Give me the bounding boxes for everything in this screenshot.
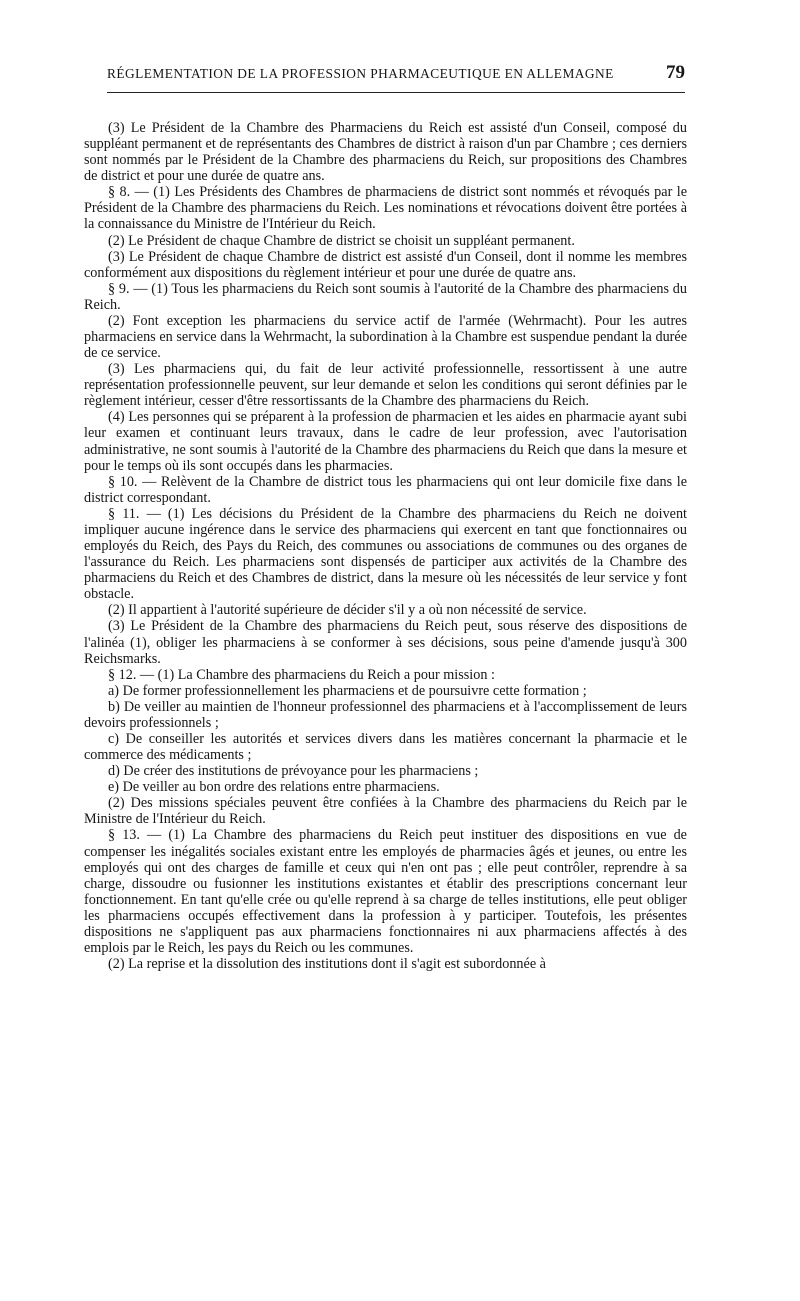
page-number: 79 (666, 62, 685, 83)
paragraph: (2) Le Président de chaque Chambre de district se choisit un suppléant permanent. (108, 232, 575, 249)
page-header (107, 62, 685, 93)
paragraph: (2) Font exception les pharmaciens du service actif de l'armée (Wehrmacht). Pour les autres pharmaciens en service dans la Wehrmacht, la subordination à la Chambre est suspendue pendant la durée de ce service. (84, 312, 687, 362)
paragraph: § 10. — Relèvent de la Chambre de district tous les pharmaciens qui ont leur domicile fixe dans le district correspondant. (84, 473, 687, 506)
paragraph: § 11. — (1) Les décisions du Président de la Chambre des pharmaciens du Reich ne doivent impliquer aucune ingérence dans le service des pharmaciens qui exercent en tant que fonctionnaires ou employés du Reich, des Pays du Reich, des communes ou associations de communes ou des organes de l'assurance du Reich. Les pharmaciens sont dispensés de participer aux activités de la Chambre des pharmaciens du Reich et des Chambres de district, dans la mesure où les nécessités de leur service y font obstacle. (84, 505, 687, 603)
list-item: d) De créer des institutions de prévoyance pour les pharmaciens ; (108, 763, 479, 780)
paragraph: (2) Des missions spéciales peuvent être confiées à la Chambre des pharmaciens du Reich par le Ministre de l'Intérieur du Reich. (84, 795, 687, 828)
body-text (84, 120, 687, 972)
paragraph: (3) Le Président de chaque Chambre de district est assisté d'un Conseil, dont il nomme les membres conformément aux dispositions du règlement intérieur et pour une durée de quatre ans. (84, 248, 687, 281)
paragraph: § 9. — (1) Tous les pharmaciens du Reich sont soumis à l'autorité de la Chambre des pharmaciens du Reich. (84, 280, 687, 313)
paragraph: (2) Il appartient à l'autorité supérieure de décider s'il y a où non nécessité de service. (108, 602, 587, 619)
paragraph: (3) Les pharmaciens qui, du fait de leur activité professionnelle, ressortissent à une autre représentation professionnelle peuvent, sur leur demande et selon les conditions qui seront définies par le règlement intérieur, cesser d'être ressortissants de la Chambre des pharmaciens du Reich. (84, 361, 687, 410)
list-item: c) De conseiller les autorités et services divers dans les matières concernant la pharmacie et le commerce des médicaments ; (84, 730, 687, 764)
paragraph: (3) Le Président de la Chambre des Pharmaciens du Reich est assisté d'un Conseil, composé du suppléant permanent et de représentants des Chambres de district à raison d'un par Chambre ; ces derniers sont nommés par le Président de la Chambre des pharmaciens du Reich, sur propositions des Chambres de district et pour une durée de quatre ans. (84, 120, 687, 185)
paragraph: (3) Le Président de la Chambre des pharmaciens du Reich peut, sous réserve des dispositions de l'alinéa (1), obliger les pharmaciens à se conformer à ses décisions, sous peine d'amende jusqu'à 300 Reichsmarks. (84, 618, 687, 667)
paragraph: § 12. — (1) La Chambre des pharmaciens du Reich a pour mission : (108, 666, 495, 683)
list-item: b) De veiller au maintien de l'honneur professionnel des pharmaciens et à l'accomplissement de leurs devoirs professionnels ; (84, 698, 687, 731)
list-item: a) De former professionnellement les pharmaciens et de poursuivre cette formation ; (108, 682, 587, 699)
paragraph: § 13. — (1) La Chambre des pharmaciens du Reich peut instituer des dispositions en vue de compenser les inégalités sociales existant entre les employés de pharmacies âgés et jeunes, ou entre les employés qui ont des charges de famille et ceux qui n'en ont pas ; elle peut contrôler, reprendre à sa charge, dissoudre ou fusionner les institutions existantes et établir des prescriptions concernant leur fonctionnement. En tant qu'elle crée ou qu'elle reprend à sa charge de telles institutions, elle peut obliger les pharmaciens occupés effectivement dans la profession à y participer. Toutefois, les présentes dispositions ne s'appliquent pas aux pharmaciens fonctionnaires ni aux pharmaciens affectés à des emplois par le Reich, les pays du Reich ou les communes. (84, 827, 687, 956)
running-head: RÉGLEMENTATION DE LA PROFESSION PHARMACEUTIQUE EN ALLEMAGNE (107, 66, 614, 81)
paragraph: (2) La reprise et la dissolution des institutions dont il s'agit est subordonnée à (108, 956, 546, 973)
paragraph: (4) Les personnes qui se préparent à la profession de pharmacien et les aides en pharmacie ayant subi leur examen et continuant leurs travaux, dans le cadre de leur profession, avec l'autorisation administrative, ne sont soumis à l'autorité de la Chambre des pharmaciens du Reich que dans la mesure et pour le temps où ils sont occupés dans les pharmacies. (84, 409, 687, 474)
list-item: e) De veiller au bon ordre des relations entre pharmaciens. (108, 779, 440, 796)
paragraph: § 8. — (1) Les Présidents des Chambres de pharmaciens de district sont nommés et révoqués par le Président de la Chambre des pharmaciens du Reich. Les nominations et révocations doivent être portées à la connaissance du Ministre de l'Intérieur du Reich. (84, 184, 687, 233)
